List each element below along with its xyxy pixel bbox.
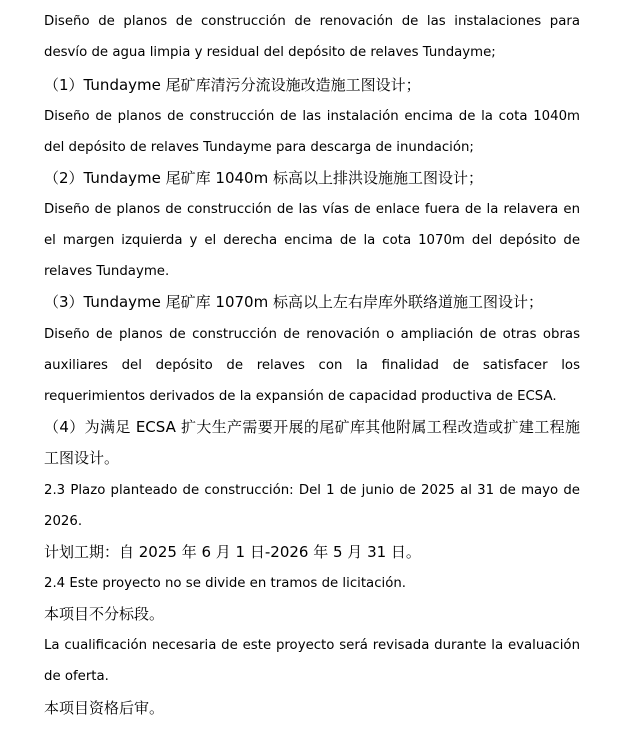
paragraph-es-7: La cualificación necesaria de este proyecto será revisada durante la evaluación de oferta. <box>44 638 580 684</box>
paragraph-es-2: Diseño de planos de construcción de las instalación encima de la cota 1040m del depósito de relaves Tundayme para descarga de inundación; <box>44 109 580 155</box>
paragraph-zh-5: 计划工期：自 2025 年 6 月 1 日-2026 年 5 月 31 日。 <box>44 543 421 561</box>
paragraph-es-4: Diseño de planos de construcción de renovación o ampliación de otras obras auxiliares del depósito de relaves con la finalidad de satisfacer los requerimientos derivados de la expansión de capacidad productiva de ECSA. <box>44 327 580 404</box>
paragraph-es-5: 2.3 Plazo planteado de construcción: Del 1 de junio de 2025 al 31 de mayo de 2026. <box>44 483 580 529</box>
paragraph-zh-1: （1）Tundayme 尾矿库清污分流设施改造施工图设计； <box>44 76 421 94</box>
paragraph-zh-6: 本项目不分标段。 <box>44 605 165 623</box>
paragraph-zh-3: （3）Tundayme 尾矿库 1070m 标高以上左右岸库外联络道施工图设计； <box>44 293 543 311</box>
paragraph-es-1: Diseño de planos de construcción de renovación de las instalaciones para desvío de agua limpia y residual del depósito de relaves Tundayme; <box>44 14 580 60</box>
paragraph-es-3: Diseño de planos de construcción de las vías de enlace fuera de la relavera en el margen izquierda y el derecha encima de la cota 1070m del depósito de relaves Tundayme. <box>44 202 580 279</box>
paragraph-zh-2: （2）Tundayme 尾矿库 1040m 标高以上排洪设施施工图设计； <box>44 169 483 187</box>
paragraph-zh-7: 本项目资格后审。 <box>44 699 165 717</box>
paragraph-es-6: 2.4 Este proyecto no se divide en tramos de licitación. <box>44 576 406 591</box>
paragraph-zh-4: （4）为满足 ECSA 扩大生产需要开展的尾矿库其他附属工程改造或扩建工程施工图设计。 <box>44 418 580 467</box>
